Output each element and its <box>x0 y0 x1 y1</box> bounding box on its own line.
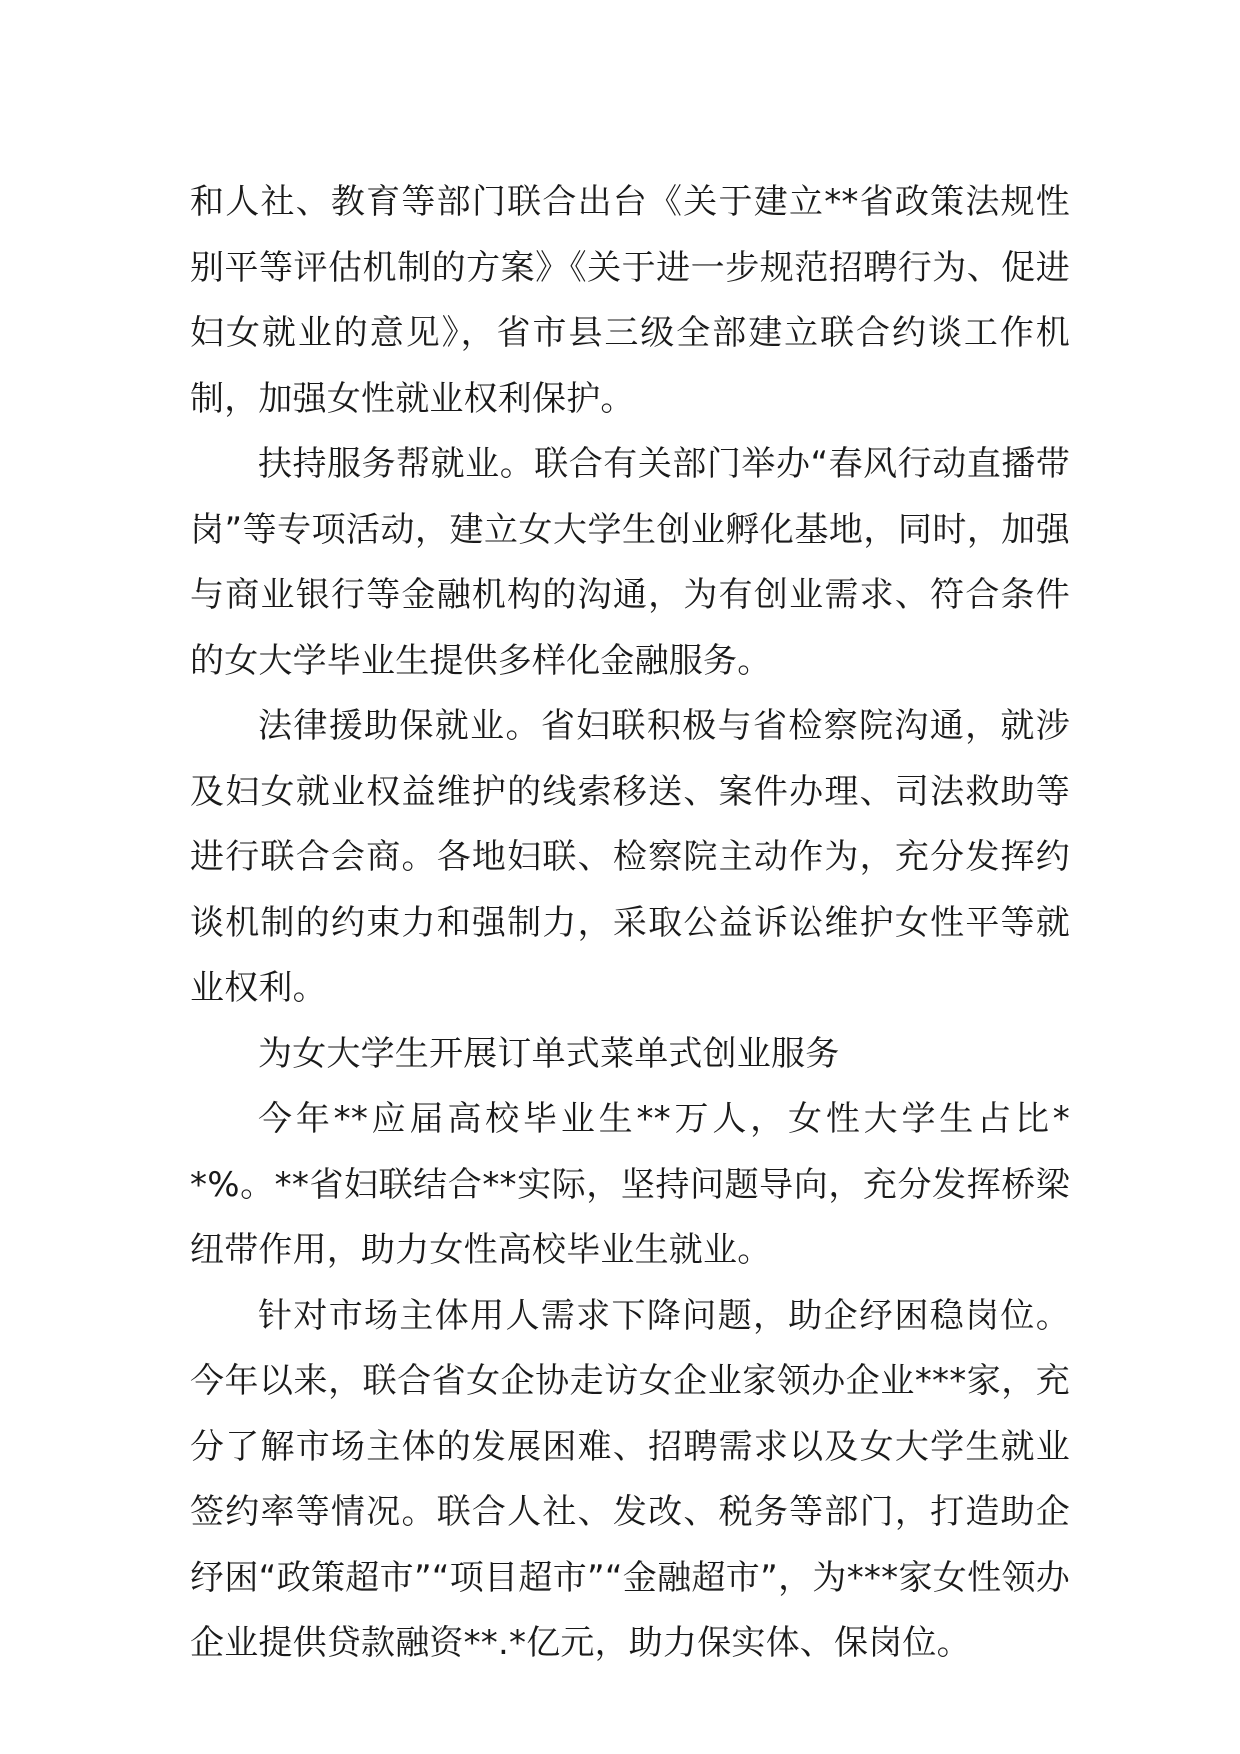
paragraph-4: 今年**应届高校毕业生**万人，女性大学生占比**%。**省妇联结合**实际，坚持问题导向，充分发挥桥梁纽带作用，助力女性高校毕业生就业。 <box>190 1099 1070 1270</box>
paragraph-5: 针对市场主体用人需求下降问题，助企纾困稳岗位。今年以来，联合省女企协走访女企业家领办企业***家，充分了解市场主体的发展困难、招聘需求以及女大学生就业签约率等情况。联合人社、发改、税务等部门，打造助企纾困“政策超市”“项目超市”“金融超市”，为***家女性领办企业提供贷款融资**.*亿元，助力保实体、保岗位。 <box>190 1295 1070 1663</box>
paragraph-3: 法律援助保就业。省妇联积极与省检察院沟通，就涉及妇女就业权益维护的线索移送、案件办理、司法救助等进行联合会商。各地妇联、检察院主动作为，充分发挥约谈机制的约束力和强制力，采取公益诉讼维护女性平等就业权利。 <box>190 706 1070 1008</box>
document-body <box>190 170 1070 1677</box>
paragraph-2: 扶持服务帮就业。联合有关部门举办“春风行动直播带岗”等专项活动，建立女大学生创业孵化基地，同时，加强与商业银行等金融机构的沟通，为有创业需求、符合条件的女大学毕业生提供多样化金融服务。 <box>190 444 1070 681</box>
section-heading: 为女大学生开展订单式菜单式创业服务 <box>258 1033 840 1074</box>
paragraph-1: 和人社、教育等部门联合出台《关于建立**省政策法规性别平等评估机制的方案》《关于进一步规范招聘行为、促进妇女就业的意见》，省市县三级全部建立联合约谈工作机制，加强女性就业权利保护。 <box>190 182 1070 419</box>
